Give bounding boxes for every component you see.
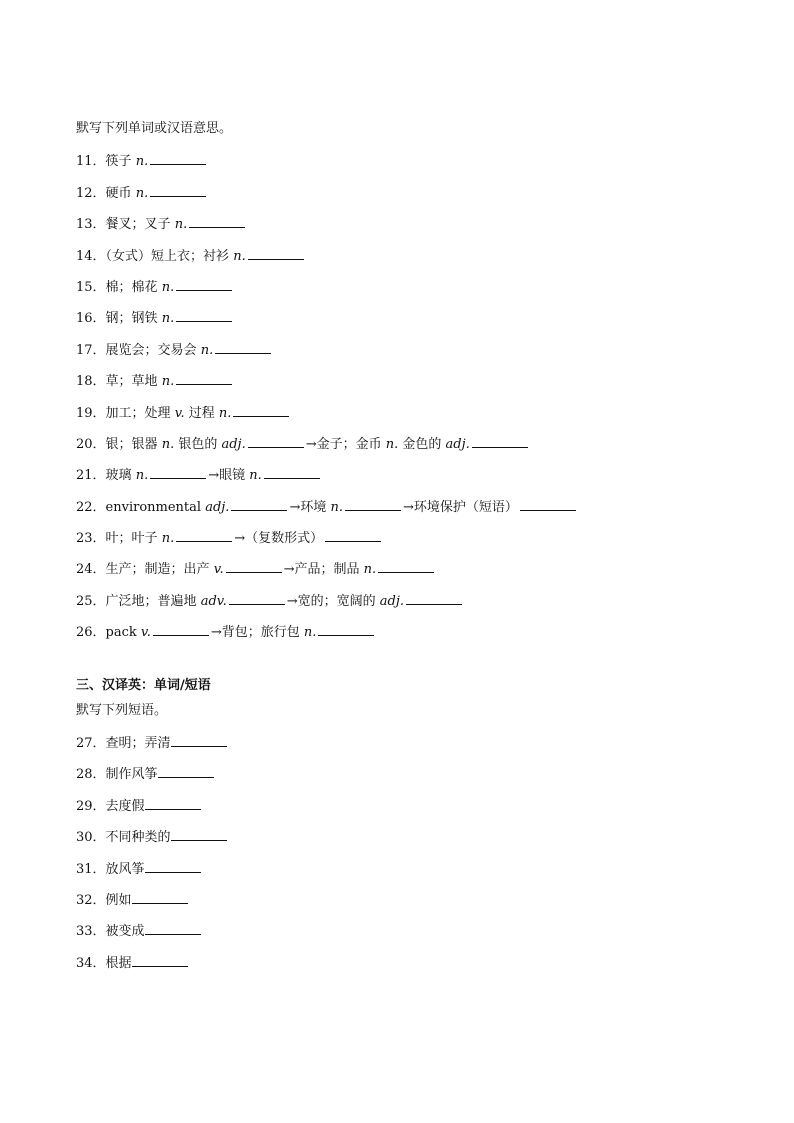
answer-blank[interactable] <box>158 764 214 778</box>
answer-blank[interactable] <box>132 953 188 967</box>
vocab-item <box>76 277 736 308</box>
item-text: 硬币 <box>105 185 132 201</box>
vocab-item <box>76 371 736 402</box>
answer-blank[interactable] <box>318 622 374 636</box>
phrase-item <box>76 859 736 890</box>
vocab-item <box>76 591 736 622</box>
answer-blank[interactable] <box>406 591 462 605</box>
part-of-speech: n. <box>157 311 175 327</box>
item-text: 银色的 <box>174 436 218 452</box>
item-text: →（复数形式） <box>234 531 324 547</box>
answer-blank[interactable] <box>171 733 227 747</box>
answer-blank[interactable] <box>171 827 227 841</box>
section3-title: 三、汉译英：单词/短语 <box>76 677 211 693</box>
item-text: 不同种类的 <box>105 830 171 846</box>
answer-blank[interactable] <box>145 796 201 810</box>
section2-instruction: 默写下列单词或汉语意思。 <box>76 121 233 136</box>
part-of-speech: n. <box>381 436 399 452</box>
item-text: environmental <box>105 499 202 515</box>
part-of-speech: adj. <box>217 436 246 452</box>
part-of-speech: adv. <box>196 593 227 609</box>
part-of-speech: n. <box>196 342 214 358</box>
answer-blank[interactable] <box>520 497 576 511</box>
item-text: 展览会；交易会 <box>105 342 197 358</box>
item-text: 银；银器 <box>105 436 158 452</box>
part-of-speech: adj. <box>441 436 470 452</box>
item-text: →金子；金币 <box>305 436 382 452</box>
item-text: 棉；棉花 <box>105 279 158 295</box>
phrase-item <box>76 733 736 764</box>
answer-blank[interactable] <box>150 151 206 165</box>
item-number: 15． <box>76 279 106 295</box>
vocab-item <box>76 246 736 277</box>
worksheet-page <box>76 120 736 984</box>
item-text: 草；草地 <box>105 374 158 390</box>
vocab-item <box>76 214 736 245</box>
item-number: 17． <box>76 342 106 358</box>
answer-blank[interactable] <box>189 214 245 228</box>
part-of-speech: n. <box>359 562 377 578</box>
vocab-item <box>76 434 736 465</box>
item-text: 制作风筝 <box>105 767 158 783</box>
answer-blank[interactable] <box>264 465 320 479</box>
vocab-item <box>76 559 736 590</box>
item-number: 14． <box>76 248 106 264</box>
part-of-speech: n. <box>157 531 175 547</box>
item-text: 加工；处理 <box>105 405 171 421</box>
item-text: 被变成 <box>105 924 145 940</box>
item-text: 查明；弄清 <box>105 736 171 752</box>
item-number: 11． <box>76 154 106 170</box>
phrase-item <box>76 796 736 827</box>
phrase-item <box>76 921 736 952</box>
answer-blank[interactable] <box>145 921 201 935</box>
item-text: 例如 <box>105 892 132 908</box>
item-number: 26． <box>76 625 106 641</box>
answer-blank[interactable] <box>378 559 434 573</box>
answer-blank[interactable] <box>176 528 232 542</box>
part-of-speech: v. <box>209 562 224 578</box>
item-text: →产品；制品 <box>283 562 360 578</box>
item-number: 20． <box>76 436 106 452</box>
item-text: 餐叉；叉子 <box>105 217 171 233</box>
part-of-speech: n. <box>157 374 175 390</box>
item-number: 32． <box>76 892 106 908</box>
phrase-item <box>76 890 736 921</box>
item-text: 生产；制造；出产 <box>105 562 210 578</box>
part-of-speech: adj. <box>201 499 230 515</box>
answer-blank[interactable] <box>325 528 381 542</box>
phrase-item <box>76 764 736 795</box>
answer-blank[interactable] <box>132 890 188 904</box>
item-text: →环境 <box>289 499 327 515</box>
section3-items <box>76 733 736 984</box>
item-text: →宽的；宽阔的 <box>286 593 376 609</box>
part-of-speech: n. <box>229 248 246 264</box>
vocab-item <box>76 308 736 339</box>
part-of-speech: n. <box>326 499 343 515</box>
item-number: 12． <box>76 185 106 201</box>
vocab-item <box>76 183 736 214</box>
item-number: 23． <box>76 531 106 547</box>
item-text: 根据 <box>105 955 132 971</box>
item-text: 玻璃 <box>105 468 132 484</box>
item-number: 28． <box>76 767 106 783</box>
item-text: →环境保护（短语） <box>402 499 518 515</box>
part-of-speech: n. <box>131 185 149 201</box>
answer-blank[interactable] <box>176 308 232 322</box>
item-text: pack <box>105 625 137 641</box>
item-text: 去度假 <box>105 798 145 814</box>
item-number: 13． <box>76 217 106 233</box>
answer-blank[interactable] <box>472 434 528 448</box>
item-number: 31． <box>76 861 106 877</box>
section2-items <box>76 151 736 653</box>
phrase-item <box>76 953 736 984</box>
part-of-speech: n. <box>131 468 149 484</box>
item-number: 18． <box>76 374 106 390</box>
part-of-speech: v. <box>170 405 185 421</box>
answer-blank[interactable] <box>176 277 232 291</box>
answer-blank[interactable] <box>150 465 206 479</box>
phrase-item <box>76 827 736 858</box>
vocab-item <box>76 622 736 653</box>
answer-blank[interactable] <box>215 340 271 354</box>
item-number: 21． <box>76 468 106 484</box>
item-number: 22． <box>76 499 106 515</box>
item-number: 16． <box>76 311 106 327</box>
vocab-item <box>76 340 736 371</box>
part-of-speech: adj. <box>375 593 404 609</box>
answer-blank[interactable] <box>150 183 206 197</box>
answer-blank[interactable] <box>248 434 304 448</box>
item-number: 30． <box>76 830 106 846</box>
item-number: 27． <box>76 736 106 752</box>
item-text: →眼镜 <box>208 468 246 484</box>
part-of-speech: v. <box>136 625 151 641</box>
item-number: 29． <box>76 798 106 814</box>
item-number: 19． <box>76 405 106 421</box>
answer-blank[interactable] <box>176 371 232 385</box>
item-text: →背包；旅行包 <box>210 625 300 641</box>
part-of-speech: n. <box>299 625 317 641</box>
section3-instruction: 默写下列短语。 <box>76 702 168 718</box>
answer-blank[interactable] <box>345 497 401 511</box>
item-number: 33． <box>76 924 106 940</box>
part-of-speech: n. <box>170 217 188 233</box>
item-number: 24． <box>76 562 106 578</box>
vocab-item <box>76 497 736 528</box>
part-of-speech: n. <box>131 154 149 170</box>
item-text: 钢；钢铁 <box>105 311 158 327</box>
item-text: 叶；叶子 <box>105 531 158 547</box>
part-of-speech: n. <box>157 436 175 452</box>
vocab-item <box>76 151 736 182</box>
answer-blank[interactable] <box>248 246 304 260</box>
answer-blank[interactable] <box>233 403 289 417</box>
vocab-item <box>76 528 736 559</box>
answer-blank[interactable] <box>145 859 201 873</box>
answer-blank[interactable] <box>229 591 285 605</box>
answer-blank[interactable] <box>226 559 282 573</box>
answer-blank[interactable] <box>231 497 287 511</box>
part-of-speech: n. <box>245 468 262 484</box>
part-of-speech: n. <box>157 279 175 295</box>
item-text: 广泛地；普遍地 <box>105 593 197 609</box>
answer-blank[interactable] <box>153 622 209 636</box>
item-text: 金色的 <box>398 436 442 452</box>
item-number: 34． <box>76 955 106 971</box>
vocab-item <box>76 465 736 496</box>
item-text: （女式）短上衣；衬衫 <box>105 248 230 264</box>
item-text: 放风筝 <box>105 861 145 877</box>
item-number: 25． <box>76 593 106 609</box>
part-of-speech: n. <box>214 405 232 421</box>
vocab-item <box>76 403 736 434</box>
item-text: 筷子 <box>105 154 132 170</box>
item-text: 过程 <box>184 405 215 421</box>
